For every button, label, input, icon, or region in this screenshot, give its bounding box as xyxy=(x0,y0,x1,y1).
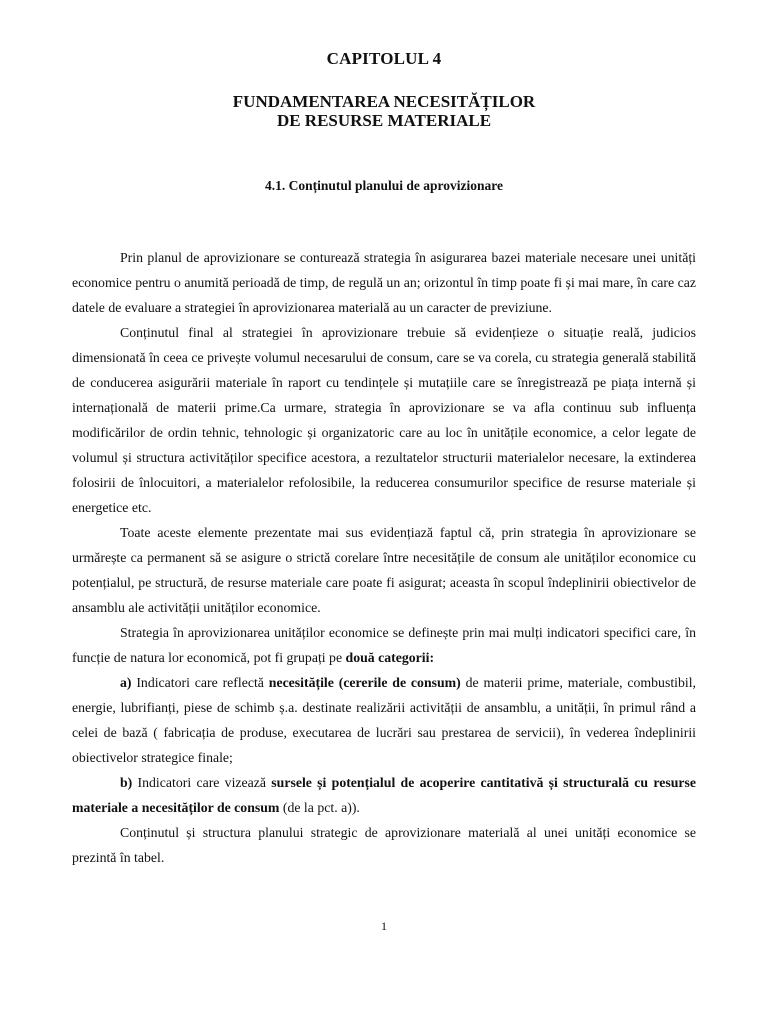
list-label-b: b) xyxy=(120,775,133,790)
paragraph-6-bold: sursele și potențialul de acoperire cantitativă și structurală cu resurse materiale a necesităților de consum xyxy=(72,775,696,815)
paragraph-5 xyxy=(72,670,696,770)
section-heading: 4.1. Conținutul planului de aprovizionare xyxy=(264,178,504,193)
paragraph-6 xyxy=(72,770,696,820)
paragraph-7: Conținutul și structura planului strategic de aprovizionare materială al unei unități economice se prezintă în tabel. xyxy=(72,825,696,865)
paragraph-5-text-2: de materii prime, materiale, combustibil, energie, lubrifianți, piese de schimb ș.a. destinate realizării activității de ansamblu, a unității, în primul rând a celei de bază ( fabricația de produse, executarea de lucrări sau prestarea de servicii), în vederea îndeplinirii obiectivelor strategice finale; xyxy=(72,675,697,765)
list-label-a: a) xyxy=(120,675,132,690)
paragraph-2: Conținutul final al strategiei în aprovizionare trebuie să evidențieze o situație reală, judicios dimensionată în ceea ce privește volumul necesarului de consum, care se va corela, cu strategia generală stabilită de conducerea asigurării materiale în raport cu tendințele și mutațiile care se înregistrează pe piața internă și internațională de materii prime.Ca urmare, strategia în aprovizionare se va afla continuu sub influența modificărilor de ordin tehnic, tehnologic și organizatoric care au loc în unitățile economice, a celor legate de volumul și structura activităților specifice acestora, a rezultatelor structurii materialelor necesare, la extinderea folosirii de înlocuitori, a materialelor refolosibile, la reducerea consumurilor specifice de resurse materiale și energetice etc. xyxy=(72,325,696,515)
chapter-title-line-1: FUNDAMENTAREA NECESITĂȚILOR xyxy=(232,92,536,111)
paragraph-4-text: Strategia în aprovizionarea unităților economice se definește prin mai mulți indicatori specifici care, în funcție de natura lor economică, pot fi grupați pe xyxy=(72,625,696,665)
paragraph-1: Prin planul de aprovizionare se conturează strategia în asigurarea bazei materiale necesare unei unități economice pentru o anumită perioadă de timp, de regulă un an; orizontul în timp poate fi și mai mare, în care caz datele de evaluare a strategiei în aprovizionarea materială au un caracter de previziune. xyxy=(72,250,696,315)
paragraph-5-text-1: Indicatori care reflectă xyxy=(131,675,269,690)
paragraph-6-text-2: (de la pct. a)). xyxy=(279,800,360,815)
chapter-title xyxy=(0,92,768,130)
paragraph-6-text-1: Indicatori care vizează xyxy=(132,775,272,790)
page-number: 1 xyxy=(381,919,387,933)
chapter-heading: CAPITOLUL 4 xyxy=(326,49,442,68)
paragraph-4-bold: două categorii xyxy=(345,650,430,665)
paragraph-4 xyxy=(72,620,696,670)
chapter-title-line-2: DE RESURSE MATERIALE xyxy=(276,111,492,130)
paragraph-3: Toate aceste elemente prezentate mai sus evidențiază faptul că, prin strategia în aprovizionare se urmărește ca permanent să se asigure o strictă corelare între necesitățile de consum ale unităților economice cu potențialul, pe structură, de resurse materiale care poate fi asigurat; aceasta în scopul îndeplinirii obiectivelor de ansamblu ale activității unităților economice. xyxy=(72,525,696,615)
paragraph-5-bold: necesitățile (cererile de consum) xyxy=(268,675,461,690)
body-text xyxy=(72,245,696,870)
paragraph-4-tail: : xyxy=(429,650,435,665)
